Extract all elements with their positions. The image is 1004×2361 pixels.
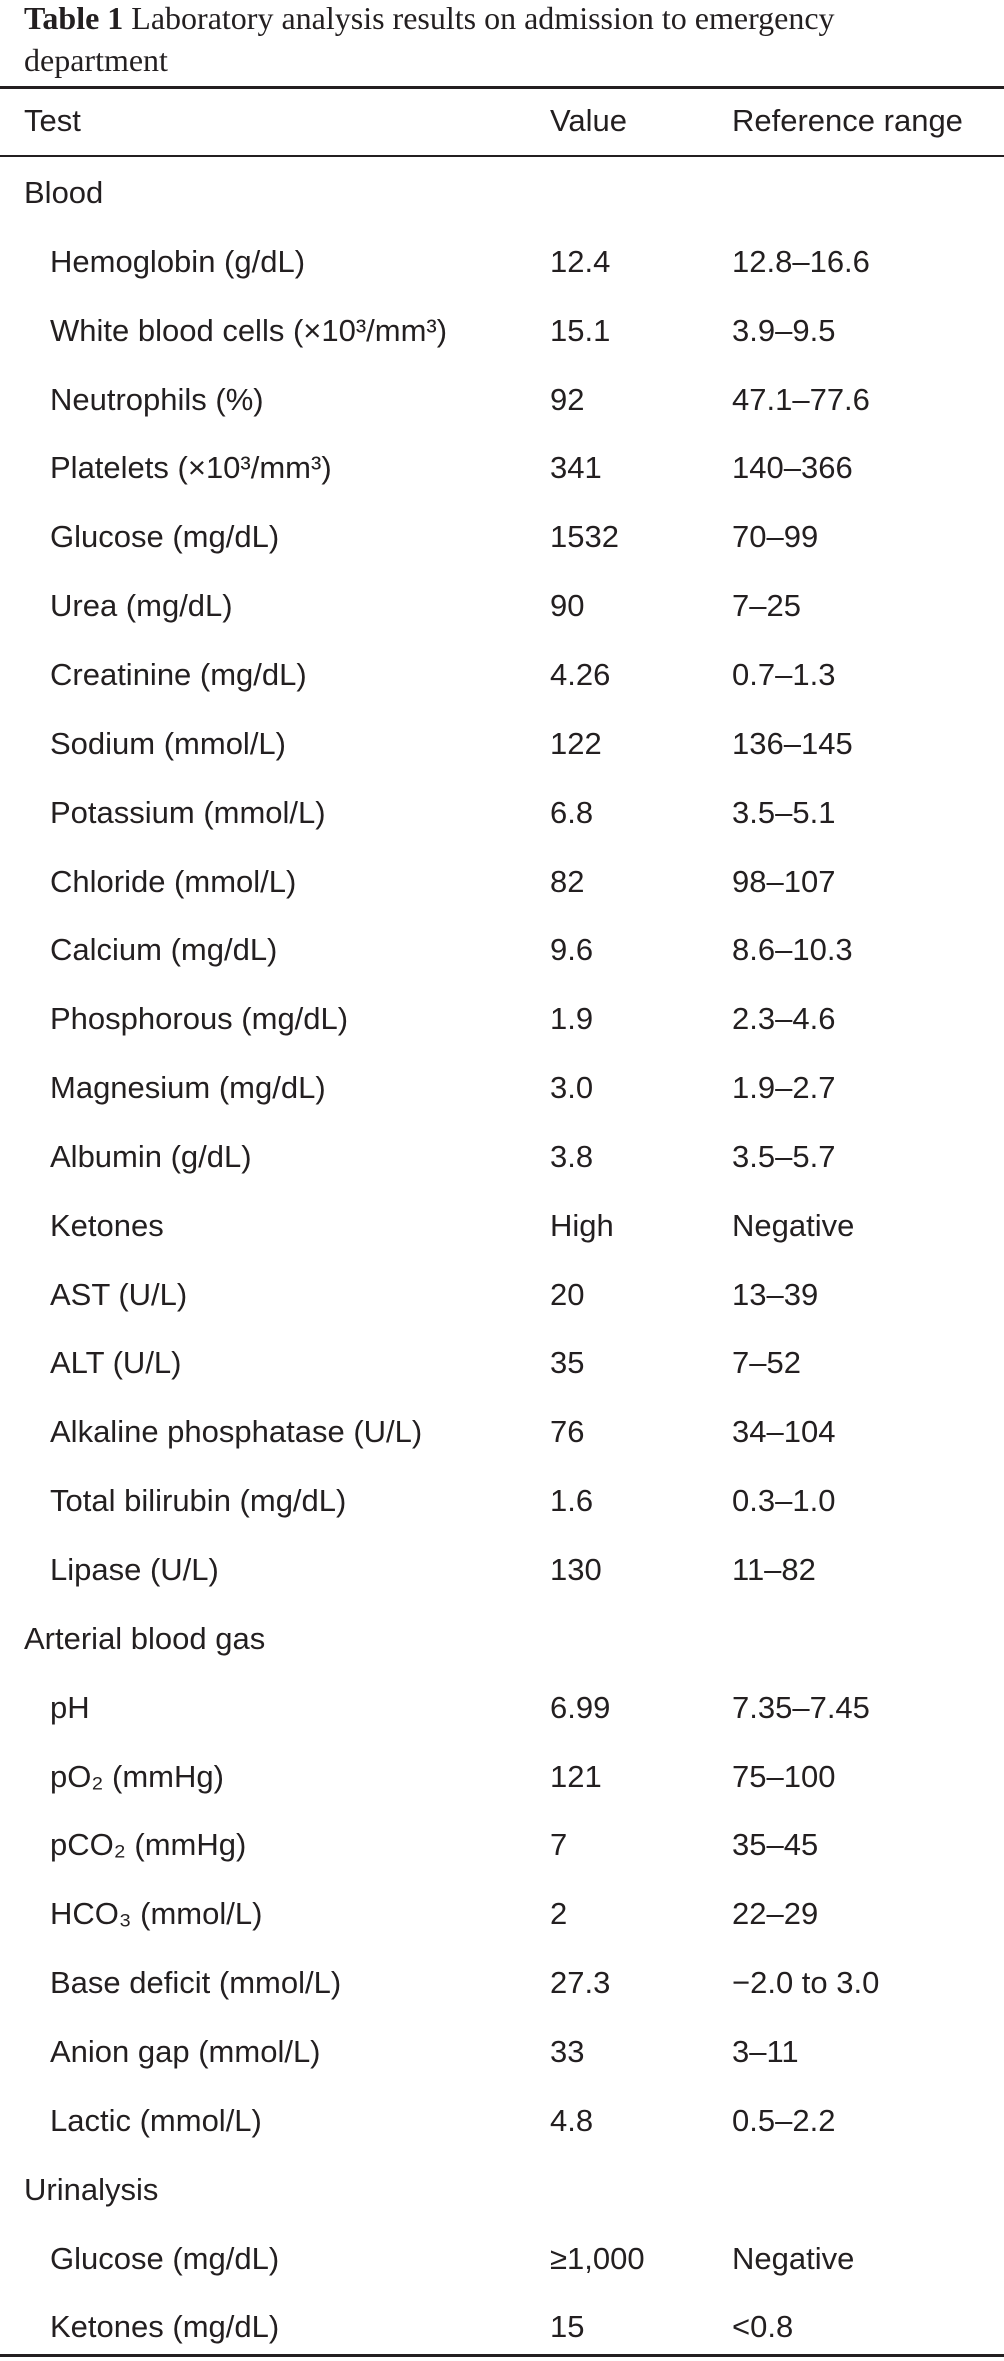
table-row xyxy=(0,1328,1004,1397)
section-label: Arterial blood gas xyxy=(24,1620,266,1656)
table-row xyxy=(0,502,1004,571)
column-header-test: Test xyxy=(24,103,81,138)
table-row xyxy=(0,1673,1004,1742)
test-name-cell: pO₂ (mmHg) xyxy=(50,1758,224,1794)
value-cell: 90 xyxy=(550,588,585,624)
reference-range-cell: 1.9–2.7 xyxy=(732,1070,836,1105)
table-row xyxy=(0,365,1004,434)
table-row xyxy=(0,1466,1004,1535)
test-name-cell: Magnesium (mg/dL) xyxy=(50,1070,326,1105)
reference-range-cell: 0.7–1.3 xyxy=(732,656,836,692)
section-row xyxy=(0,2155,1004,2224)
table-row xyxy=(0,571,1004,640)
test-name-cell: White blood cells (×10³/mm³) xyxy=(50,312,448,348)
value-cell: 15 xyxy=(550,2309,585,2345)
table-row xyxy=(0,2086,1004,2155)
value-cell: 1.9 xyxy=(550,1001,594,1037)
test-name-cell: Creatinine (mg/dL) xyxy=(50,656,307,692)
value-cell: 7 xyxy=(550,1827,568,1863)
test-name-cell: HCO₃ (mmol/L) xyxy=(50,1896,263,1932)
test-name-cell: Total bilirubin (mg/dL) xyxy=(50,1483,347,1519)
reference-range-cell: 12.8–16.6 xyxy=(732,243,870,279)
test-name-cell: pH xyxy=(50,1689,90,1725)
test-name-cell: Phosphorous (mg/dL) xyxy=(50,1001,349,1037)
test-name-cell: Chloride (mmol/L) xyxy=(50,863,297,899)
table-caption xyxy=(24,0,974,81)
table-row xyxy=(0,1879,1004,1948)
reference-range-cell: 98–107 xyxy=(732,863,836,899)
value-cell: 122 xyxy=(550,725,602,761)
value-cell: High xyxy=(550,1207,614,1243)
test-name-cell: Alkaline phosphatase (U/L) xyxy=(50,1414,423,1450)
value-cell: 3.0 xyxy=(550,1070,594,1105)
test-name-cell: Sodium (mmol/L) xyxy=(50,725,286,761)
value-cell: 12.4 xyxy=(550,243,611,279)
test-name-cell: Calcium (mg/dL) xyxy=(50,932,278,968)
table-row xyxy=(0,847,1004,916)
section-label: Urinalysis xyxy=(24,2171,159,2207)
value-cell: 341 xyxy=(550,450,602,486)
test-name-cell: Lipase (U/L) xyxy=(50,1552,219,1587)
reference-range-cell: 13–39 xyxy=(732,1276,819,1312)
test-name-cell: Anion gap (mmol/L) xyxy=(50,2033,321,2069)
table-row xyxy=(0,984,1004,1053)
table-row xyxy=(0,1260,1004,1329)
header-bottom-rule xyxy=(0,155,1004,157)
reference-range-cell: <0.8 xyxy=(732,2309,794,2345)
reference-range-cell: 34–104 xyxy=(732,1414,836,1450)
test-name-cell: Hemoglobin (g/dL) xyxy=(50,243,306,279)
test-name-cell: Glucose (mg/dL) xyxy=(50,519,280,555)
table-row xyxy=(0,640,1004,709)
table-bottom-rule xyxy=(0,2354,1004,2357)
column-header-reference-range: Reference range xyxy=(732,103,963,138)
table-row xyxy=(0,2292,1004,2361)
table-row xyxy=(0,1191,1004,1260)
reference-range-cell: 47.1–77.6 xyxy=(732,381,870,417)
reference-range-cell: 35–45 xyxy=(732,1827,819,1863)
reference-range-cell: 7–52 xyxy=(732,1345,801,1381)
table-header-row xyxy=(0,88,1004,157)
value-cell: 4.8 xyxy=(550,2102,594,2138)
section-row xyxy=(0,1604,1004,1673)
value-cell: 121 xyxy=(550,1758,602,1794)
value-cell: 3.8 xyxy=(550,1138,594,1174)
table-row xyxy=(0,433,1004,502)
value-cell: 35 xyxy=(550,1345,585,1381)
table-row xyxy=(0,915,1004,984)
table-row xyxy=(0,296,1004,365)
test-name-cell: Urea (mg/dL) xyxy=(50,588,233,624)
value-cell: 130 xyxy=(550,1552,602,1587)
reference-range-cell: 136–145 xyxy=(732,725,853,761)
reference-range-cell: 7–25 xyxy=(732,588,801,624)
reference-range-cell: 11–82 xyxy=(732,1552,816,1587)
reference-range-cell: Negative xyxy=(732,1207,855,1243)
reference-range-cell: 0.3–1.0 xyxy=(732,1483,836,1519)
value-cell: 33 xyxy=(550,2033,585,2069)
test-name-cell: Ketones xyxy=(50,1207,164,1243)
table-row xyxy=(0,227,1004,296)
reference-range-cell: 70–99 xyxy=(732,519,819,555)
value-cell: ≥1,000 xyxy=(550,2240,645,2276)
test-name-cell: Ketones (mg/dL) xyxy=(50,2309,280,2345)
test-name-cell: AST (U/L) xyxy=(50,1276,188,1312)
reference-range-cell: 3–11 xyxy=(732,2033,799,2069)
table-row xyxy=(0,1810,1004,1879)
test-name-cell: Glucose (mg/dL) xyxy=(50,2240,280,2276)
reference-range-cell: 0.5–2.2 xyxy=(732,2102,836,2138)
table-row xyxy=(0,2224,1004,2293)
test-name-cell: pCO₂ (mmHg) xyxy=(50,1827,247,1863)
reference-range-cell: Negative xyxy=(732,2240,855,2276)
value-cell: 15.1 xyxy=(550,312,611,348)
test-name-cell: Base deficit (mmol/L) xyxy=(50,1965,342,2001)
value-cell: 1532 xyxy=(550,519,619,555)
reference-range-cell: 3.5–5.1 xyxy=(732,794,836,830)
reference-range-cell: 2.3–4.6 xyxy=(732,1001,836,1037)
column-header-value: Value xyxy=(550,103,627,138)
table-row xyxy=(0,1948,1004,2017)
reference-range-cell: 75–100 xyxy=(732,1758,836,1794)
test-name-cell: Potassium (mmol/L) xyxy=(50,794,326,830)
table-row xyxy=(0,2017,1004,2086)
table-row xyxy=(0,709,1004,778)
table-row xyxy=(0,1122,1004,1191)
value-cell: 4.26 xyxy=(550,656,611,692)
table-row xyxy=(0,1397,1004,1466)
value-cell: 6.99 xyxy=(550,1689,611,1725)
test-name-cell: Lactic (mmol/L) xyxy=(50,2102,262,2138)
value-cell: 92 xyxy=(550,381,585,417)
reference-range-cell: 3.5–5.7 xyxy=(732,1138,836,1174)
reference-range-cell: 140–366 xyxy=(732,450,853,486)
value-cell: 6.8 xyxy=(550,794,594,830)
value-cell: 82 xyxy=(550,863,585,899)
reference-range-cell: 22–29 xyxy=(732,1896,819,1932)
table-number: Table 1 xyxy=(24,0,124,36)
reference-range-cell: −2.0 to 3.0 xyxy=(732,1965,880,2001)
section-row xyxy=(0,158,1004,227)
reference-range-cell: 3.9–9.5 xyxy=(732,312,836,348)
value-cell: 27.3 xyxy=(550,1965,611,2001)
value-cell: 9.6 xyxy=(550,932,594,968)
value-cell: 1.6 xyxy=(550,1483,594,1519)
section-label: Blood xyxy=(24,175,104,210)
reference-range-cell: 7.35–7.45 xyxy=(732,1689,870,1725)
table-row xyxy=(0,1535,1004,1604)
table-row xyxy=(0,1053,1004,1122)
table-row xyxy=(0,1742,1004,1811)
reference-range-cell: 8.6–10.3 xyxy=(732,932,853,968)
value-cell: 2 xyxy=(550,1896,568,1932)
test-name-cell: ALT (U/L) xyxy=(50,1345,182,1381)
value-cell: 76 xyxy=(550,1414,585,1450)
test-name-cell: Platelets (×10³/mm³) xyxy=(50,450,332,486)
test-name-cell: Albumin (g/dL) xyxy=(50,1138,252,1174)
test-name-cell: Neutrophils (%) xyxy=(50,381,264,417)
table-row xyxy=(0,778,1004,847)
table-title: Laboratory analysis results on admission to emergency department xyxy=(24,0,835,78)
value-cell: 20 xyxy=(550,1276,585,1312)
